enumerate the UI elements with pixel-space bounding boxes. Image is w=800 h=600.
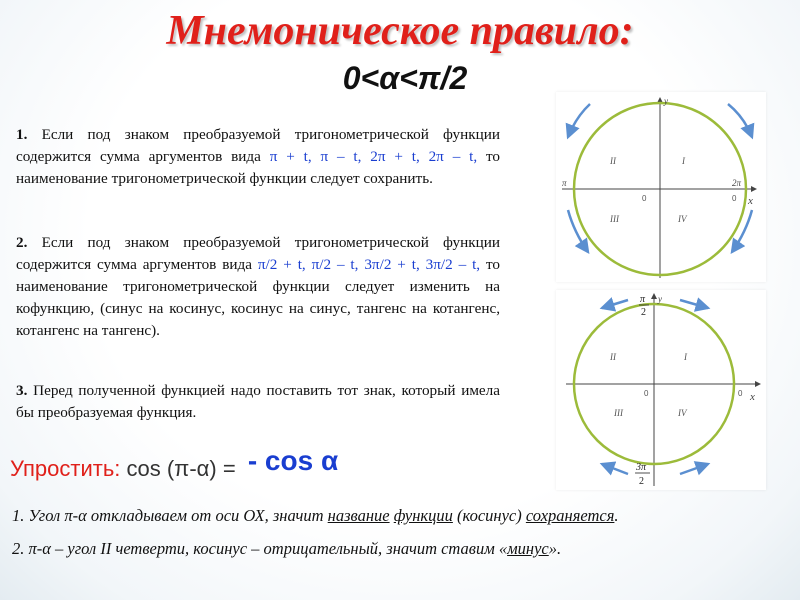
rotation-arrow-bottom-left <box>602 464 628 474</box>
rule-2-number: 2. <box>16 234 28 251</box>
quadrant-2-label: II <box>610 352 616 362</box>
half-pi-numerator: π <box>640 294 646 305</box>
step-1-underlined-preserved: сохраняется <box>525 506 615 525</box>
rule-2-paragraph <box>16 232 500 342</box>
rule-3-number: 3. <box>16 382 28 399</box>
rule-3-paragraph <box>16 380 500 424</box>
rule-2-arguments: π/2 + t, π/2 – t, 3π/2 + t, 3π/2 – t, <box>257 256 481 273</box>
step-1-text-a: 1. Угол π-α откладываем от оси ОХ, значит <box>12 506 328 525</box>
step-1-text-b: (косинус) <box>452 506 526 525</box>
rule-2-text-a: Если под знаком преобразуемой тригонометрической функции содержится сумма аргументов вида <box>16 234 500 273</box>
simplify-expression: cos (π-α) = <box>120 456 242 481</box>
rotation-arrow-top-left <box>602 300 628 308</box>
rule-1-arguments: π + t, π – t, 2π + t, 2π – t, <box>269 148 478 165</box>
three-half-pi-denominator: 2 <box>639 476 644 487</box>
simplify-answer: - cos α <box>247 445 339 476</box>
rotation-arrow-top-left <box>568 104 590 137</box>
three-half-pi-numerator: 3π <box>636 462 647 473</box>
step-1-text-c: . <box>614 506 619 525</box>
half-pi-denominator: 2 <box>641 307 646 318</box>
step-2-text-b: ». <box>548 539 562 558</box>
simplify-task <box>10 445 339 484</box>
step-1-underlined-name: название <box>327 506 390 525</box>
simplify-label: Упростить: <box>10 456 121 481</box>
rule-3-text: Перед полученной функцией надо поставить тот знак, который имела бы преобразуемая функция. <box>16 382 500 421</box>
quadrant-4-label: IV <box>678 408 687 418</box>
rotation-arrow-top-right <box>680 300 708 308</box>
step-2-text-a: 2. π-α – угол II четверти, косинус – отрицательный, значит ставим « <box>12 539 508 558</box>
rule-1-text-a: Если под знаком преобразуемой тригонометрической функции содержится сумма аргументов вида <box>16 126 500 165</box>
quadrant-3-label: III <box>610 214 619 224</box>
rule-2-text-b: то наименование тригонометрической функции следует изменить на кофункцию, (синус на косинус, косинус на синус, тангенс на котангенс, котангенс на тангенс). <box>16 256 501 339</box>
quadrant-1-label: I <box>684 352 687 362</box>
origin-label: 0 <box>642 194 647 203</box>
quadrant-1-label: I <box>682 156 685 166</box>
step-1-underlined-function: функции <box>393 506 453 525</box>
unit-circle-diagram-1 <box>556 92 766 282</box>
y-axis-label: y <box>658 294 662 304</box>
rotation-arrow-bottom-right <box>680 464 708 474</box>
rule-1-paragraph <box>16 124 500 190</box>
pi-label: π <box>562 178 567 188</box>
slide-subtitle: 0<α<π/2 <box>342 60 468 96</box>
zero-label: 0 <box>738 389 743 398</box>
quadrant-2-label: II <box>610 156 616 166</box>
solution-step-1 <box>12 505 619 527</box>
two-pi-label: 2π <box>732 178 742 188</box>
zero-label: 0 <box>732 194 737 203</box>
y-axis-label: y <box>664 96 668 106</box>
unit-circle-diagram-2 <box>556 290 766 490</box>
rotation-arrow-top-right <box>728 104 752 137</box>
quadrant-4-label: IV <box>678 214 687 224</box>
slide-title: Мнемоническое правило: <box>166 8 634 54</box>
step-2-underlined-minus: минус <box>507 539 549 558</box>
rule-1-text-b: то наименование тригонометрической функции следует сохранить. <box>16 148 501 187</box>
x-axis-label: x <box>750 391 755 403</box>
origin-label: 0 <box>644 389 649 398</box>
rule-1-number: 1. <box>16 126 28 143</box>
solution-step-2 <box>12 538 561 560</box>
x-axis-label: x <box>748 195 753 207</box>
quadrant-3-label: III <box>614 408 623 418</box>
